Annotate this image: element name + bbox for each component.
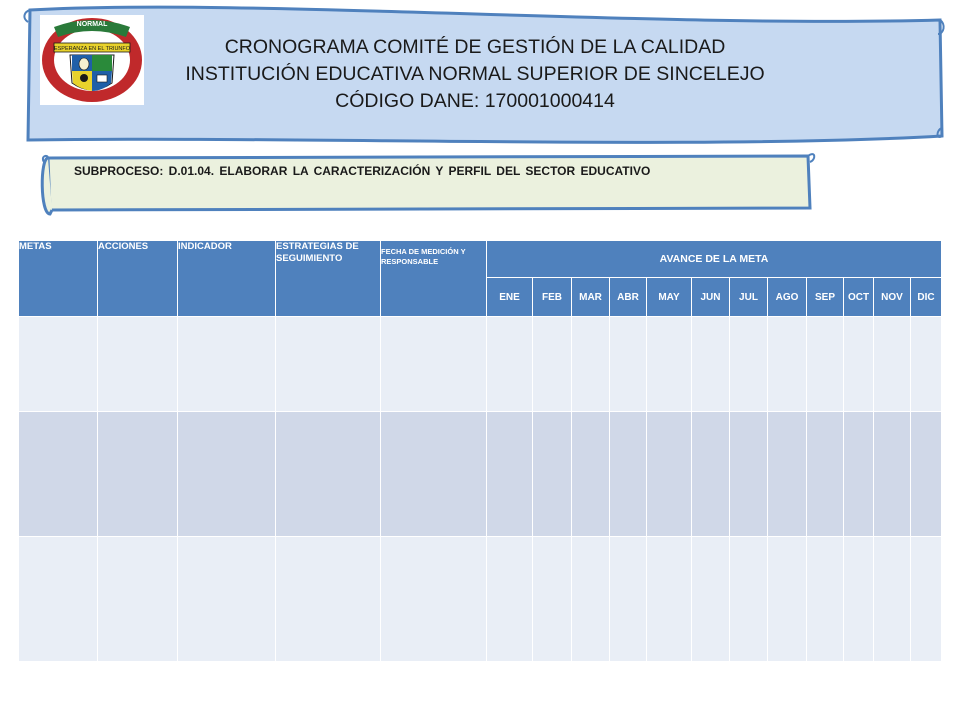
school-logo — [40, 15, 144, 105]
table-cell[interactable] — [178, 412, 276, 537]
table-cell[interactable] — [276, 412, 381, 537]
table-cell[interactable] — [768, 317, 807, 412]
table-cell[interactable] — [610, 317, 647, 412]
table-cell[interactable] — [911, 317, 942, 412]
table-cell[interactable] — [692, 412, 730, 537]
table-cell[interactable] — [730, 412, 768, 537]
month-header: NOV — [874, 278, 911, 317]
table-cell[interactable] — [730, 537, 768, 662]
table-cell[interactable] — [730, 317, 768, 412]
table-cell[interactable] — [98, 317, 178, 412]
header-avance: AVANCE DE LA META — [487, 241, 942, 278]
table-cell[interactable] — [911, 537, 942, 662]
svg-text:ESPERANZA EN EL TRIUNFO: ESPERANZA EN EL TRIUNFO — [53, 46, 131, 52]
table-cell[interactable] — [572, 317, 610, 412]
header-metas: METAS — [19, 241, 98, 317]
table-cell[interactable] — [692, 537, 730, 662]
header-estrategias: ESTRATEGIAS DE SEGUIMIENTO — [276, 241, 381, 317]
table-cell[interactable] — [807, 537, 844, 662]
header-acciones: ACCIONES — [98, 241, 178, 317]
table-cell[interactable] — [874, 412, 911, 537]
table-cell[interactable] — [844, 412, 874, 537]
month-header: ABR — [610, 278, 647, 317]
table-cell[interactable] — [692, 317, 730, 412]
table-row — [19, 317, 942, 412]
table-cell[interactable] — [381, 317, 487, 412]
header-banner — [0, 0, 960, 160]
title-line-1: CRONOGRAMA COMITÉ DE GESTIÓN DE LA CALIDAD — [224, 36, 726, 58]
title-line-3: CÓDIGO DANE: 170001000414 — [335, 90, 615, 112]
table-cell[interactable] — [807, 317, 844, 412]
table-cell[interactable] — [19, 537, 98, 662]
month-header: AGO — [768, 278, 807, 317]
table-row — [19, 412, 942, 537]
month-header: MAR — [572, 278, 610, 317]
table-cell[interactable] — [178, 537, 276, 662]
month-header: OCT — [844, 278, 874, 317]
schedule-table — [18, 240, 942, 662]
table-cell[interactable] — [610, 412, 647, 537]
month-header: FEB — [533, 278, 572, 317]
table-cell[interactable] — [487, 412, 533, 537]
table-cell[interactable] — [533, 412, 572, 537]
month-header: MAY — [647, 278, 692, 317]
table-cell[interactable] — [807, 412, 844, 537]
svg-text:NORMAL: NORMAL — [76, 21, 108, 28]
table-cell[interactable] — [381, 412, 487, 537]
table-cell[interactable] — [487, 317, 533, 412]
table-cell[interactable] — [19, 317, 98, 412]
table-cell[interactable] — [487, 537, 533, 662]
table-cell[interactable] — [844, 537, 874, 662]
table-cell[interactable] — [844, 317, 874, 412]
table-cell[interactable] — [911, 412, 942, 537]
table-cell[interactable] — [768, 537, 807, 662]
table-cell[interactable] — [874, 317, 911, 412]
table-cell[interactable] — [19, 412, 98, 537]
table-cell[interactable] — [533, 537, 572, 662]
month-header: ENE — [487, 278, 533, 317]
table-cell[interactable] — [98, 412, 178, 537]
table-cell[interactable] — [381, 537, 487, 662]
table-cell[interactable] — [874, 537, 911, 662]
table-cell[interactable] — [610, 537, 647, 662]
table-cell[interactable] — [572, 537, 610, 662]
title-line-2: INSTITUCIÓN EDUCATIVA NORMAL SUPERIOR DE SINCELEJO — [185, 63, 765, 85]
table-cell[interactable] — [768, 412, 807, 537]
month-header: JUN — [692, 278, 730, 317]
header-indicador: INDICADOR — [178, 241, 276, 317]
header-fecha: FECHA DE MEDICIÓN Y RESPONSABLE — [381, 241, 487, 317]
subprocess-banner — [38, 148, 818, 218]
table-row — [19, 537, 942, 662]
table-cell[interactable] — [178, 317, 276, 412]
month-header: SEP — [807, 278, 844, 317]
table-cell[interactable] — [647, 317, 692, 412]
table-cell[interactable] — [647, 412, 692, 537]
subprocess-text: SUBPROCESO: D.01.04. ELABORAR LA CARACTERIZACIÓN Y PERFIL DEL SECTOR EDUCATIVO — [74, 164, 651, 178]
table-cell[interactable] — [533, 317, 572, 412]
table-cell[interactable] — [276, 537, 381, 662]
subprocess-scroll-shape — [38, 148, 818, 218]
month-header: DIC — [911, 278, 942, 317]
table-cell[interactable] — [98, 537, 178, 662]
table-cell[interactable] — [572, 412, 610, 537]
table-cell[interactable] — [276, 317, 381, 412]
table-cell[interactable] — [647, 537, 692, 662]
month-header: JUL — [730, 278, 768, 317]
document-title — [150, 34, 800, 115]
